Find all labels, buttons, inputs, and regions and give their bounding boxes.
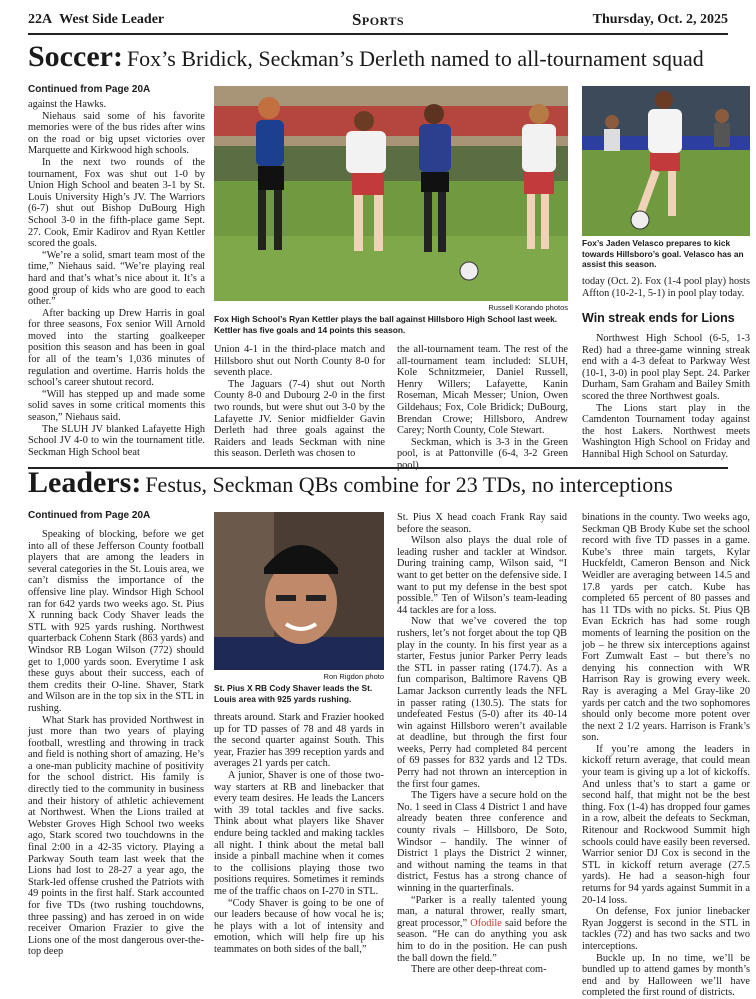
section-title: Sports bbox=[351, 10, 405, 29]
continued-line: Continued from Page 20A bbox=[28, 510, 151, 521]
headline-text: Fox’s Bridick, Seckman’s Derleth named to all-tournament squad bbox=[126, 46, 704, 71]
leaders-headline bbox=[28, 466, 748, 500]
soccer-col-2: Union 4-1 in the third-place match and Hillsboro shut out North County 8-0 for seventh place. The Jaguars (7-4) shut out North County 8-0 and Dubourg 2-0 in the first two rounds, but were shut out 3-0 by the Lafayette JV. Senior midfielder Gavin Derleth had three goals against the Raiders and leads Seckman with nine this season. Derleth was chosen to bbox=[214, 344, 385, 460]
soccer-headline bbox=[28, 40, 748, 74]
headline-text: Festus, Seckman QBs combine for 23 TDs, no interceptions bbox=[145, 472, 673, 497]
velasco-caption: Fox’s Jaden Velasco prepares to kick towards Hillsboro’s goal. Velasco has an assist this season. bbox=[582, 238, 744, 269]
issue-date: Thursday, Oct. 2, 2025 bbox=[592, 12, 728, 27]
shaver-photo bbox=[214, 512, 384, 670]
soccer-col-1: against the Hawks. Niehaus said some of his favorite memories were of the bus rides after wins on the road or big upset victories over Marquette and Kirkwood high schools. In the next two rounds of the tournament, Fox was shut out 1-0 by Union High School and beaten 3-1 by St. Louis University High’s JV. The Warriors (6-7) shut out Bishop DuBourg High School 3-0 in the fifth-place game Sept. 27. Cook, Emir Kadirov and Ryan Kettler scored the goals. “We’re a solid, smart team most of the time,” Niehaus said. “We’re playing real hard and that’s what’s nice about it. It’s a good group of kids who are good to each other.” After backing up Drew Harris in goal for three seasons, Fox senior Will Arnold moved into the starting goalkeeper position this season and has been in goal for all of the team’s 1,036 minutes of regulation and overtime. Harris holds the school’s career shutout record. “Will has stepped up and made some solid saves in some critical moments this season,” Niehaus said. The SLUH JV blanked Lafayette High School JV 4-0 to win the tournament title. Seckman High School beat bbox=[28, 99, 205, 458]
win-streak-subhead: Win streak ends for Lions bbox=[582, 311, 735, 325]
leaders-col-4: binations in the county. Two weeks ago, Seckman QB Brody Kube set the school record with five TD passes in a game. Kube’s three main targets, Kylar Huckfeldt, Cameron Benson and Nick Weidler are averaging between 14.5 and 17.8 yards per catch. Kube has completed 65 percent of 80 passes and has 11 TDs with no picks. St. Pius QB Evan Eckrich has had some rough moments of learning the position on the job – he threw six interceptions against Fort Zumwalt East – but there’s no denying his connection with WR Harrison Ray is growing every week. Ray is averaging a Mel Gray-like 20 yards per catch and the two sophomores should only become more potent over the next 2 1/2 years. Harrison is Frank’s son. If you’re among the leaders in kickoff return average, that could mean your team is giving up a lot of kickoffs. And unless that’s to start a game or second half, that might not be the best thing. Fox (1-4) has dropped four games in a row, albeit the defeats to Seckman, Ritenour and Rockwood Summit high schools could have easily been reversed. Warrior senior DJ Cox is second in the STL in kickoff return average (27.5 yards). He had a season-high four returns for 94 yards against Summit in a 20-14 loss. On defense, Fox junior linebacker Ryan Joggerst is second in the STL in tackles (72) and has two sacks and two interceptions. Buckle up. In no time, we’ll be bundled up to attend games by month’s end and by Halloween we’ll have completed the first round of districts. bbox=[582, 512, 750, 999]
masthead bbox=[28, 10, 728, 32]
photo-credit: Ron Rigdon photo bbox=[323, 672, 384, 681]
quote-paragraph: “Parker is a really talented young man, a natural thrower, really smart, great processor,” Ofodile said before the season. “He can do anything you ask him to do in the position. He can push the ball down the field.” bbox=[397, 894, 568, 964]
soccer-action-photo bbox=[214, 86, 568, 301]
photo-caption: Fox High School’s Ryan Kettler plays the ball against Hillsboro High School last week. Kettler has five goals and 14 points this season. bbox=[214, 314, 558, 335]
leaders-col-1: Speaking of blocking, before we get into all of these Jefferson County football players that are among the leaders in several categories in the St. Louis area, we can’t dismiss the importance of the offensive line play. Windsor High School ran for 642 yards two weeks ago. St. Pius X running back Cody Shaver leads the STL with 925 yards rushing. Northwest quarterback Cohenn Stark (863 yards) and Windsor RB Logan Wilson (772) should get to 1,000 yards soon. Everytime I ask these guys about their success, each of them credits their O-line. Shaver, Stark and Wilson are in the top six in the STL in rushing. What Stark has provided Northwest in just more than two years of playing football, wrestling and throwing in track and field is nothing short of amazing. He’s a one-man publicity machine of positivity for the school district. His family is directly tied to the community in business and their history of athletic achievement at Northwest. When the Lions trailed at Webster Groves High School two weeks ago, Stark scored two touchdowns in the final 2:00 in a 42-35 victory. Playing a Parkway South team last week that the Lions had lost to 28-27 a year ago, the Stark-led offense crushed the Patriots with 49 points in the first half. Stark accounted for five TDs (two rushing touchdowns, three passing) and has zeroed in on wide receiver Omarion Frazier to give the Lions one of the most dangerous over-the-top deep bbox=[28, 529, 204, 958]
leaders-col-2: threats around. Stark and Frazier hooked up for TD passes of 78 and 48 yards in the second quarter against South. This year, Frazier has 399 reception yards and averages 21 yards per catch. A junior, Shaver is one of those two-way starters at RB and linebacker that every team desires. He leads the Lancers with 39 total tackles and five sacks. Think about what players like Shaver endure being tackled and making tackles all night. I think about the metal ball inside a pinball machine when it comes to the collisions playing those two positions requires. Sometimes it reminds me of the traffic chaos on I-270 in STL. “Cody Shaver is going to be one of our leaders because of how vocal he is; he plays with a lot of intensity and emotion, which will help fire up his teammates on both sides of the ball,” bbox=[214, 712, 384, 955]
continued-line: Continued from Page 20A bbox=[28, 84, 151, 95]
photo-credit: Russell Korando photos bbox=[488, 303, 568, 312]
page-folio: 22A West Side Leader bbox=[28, 12, 165, 27]
leaders-col-3: St. Pius X head coach Frank Ray said before the season. Wilson also plays the dual role of leading rusher and tackler at Windsor. During training camp, Wilson said, “I want to get better on the defensive side. I want to put my defense in the best spot possible.” Ten of Wilson’s team-leading 44 tackles are for a loss. Now that we’ve covered the top rushers, let’s not forget about the top QB play in the county. In his first year as a starter, Festus junior Parker Perry leads the STL in passer rating (174.7). As a fun comparison, Baltimore Ravens QB Lamar Jackson currently leads the NFL in passer rating (130.5). The stats for undefeated Festus (5-0) after its 40-14 win against Hillsboro weren’t available at deadline, but through the first four weeks, Perry had completed 84 percent of 69 passes for 832 yards and 12 TDs. Perry had not thrown an interception in the first four games. The Tigers have a secure hold on the No. 1 seed in Class 4 District 1 and have already beaten three conference and county rivals – Hillsboro, De Soto, Windsor – handily. The winner of District 1 plays the District 2 winner, and without naming the teams in that district, Festus has a strong chance of winning in the quarterfinals. “Parker is a really talented young man, a natural thrower, really smart, great processor,” Ofodile said before the season. “He can do anything you ask him to do in the position. He can push the ball down the field.” There are other deep-threat com- bbox=[397, 512, 568, 976]
photo-caption: St. Pius X RB Cody Shaver leads the St. Louis area with 925 yards rushing. bbox=[214, 683, 373, 704]
soccer-col-3: the all-tournament team. The rest of the all-tournament team included: SLUH, Kole Schnitzmeier, Daniel Russell, Henry Willers; Lafayette, Kanin Roseman, Micah Messer; Union, Owen Gildehaus; Fox, Cole Bridick; DuBourg, Brendan Crowe; Hillsboro, Andrew Carey; North County, Cole Stewart. Seckman, which is 3-3 in the Green pool, is at Pattonville (6-4, 3-2 Green pool) bbox=[397, 344, 568, 471]
masthead-rule bbox=[28, 33, 728, 35]
soccer-col-4: today (Oct. 2). Fox (1-4 pool play) hosts Affton (10-2-1, 5-1) in pool play today. bbox=[582, 276, 750, 299]
headline-kicker: Leaders: bbox=[28, 466, 142, 499]
headline-kicker: Soccer: bbox=[28, 40, 123, 73]
velasco-photo bbox=[582, 86, 750, 236]
soccer-col-4b: Northwest High School (6-5, 1-3 Red) had a three-game winning streak end with a 4-3 defeat to Parkway West (10-1, 3-0) in pool play Sept. 24. Parker Durham, Sam Graham and Bailey Smith scored the three Northwest goals. The Lions start play in the Camdenton Tournament today against the host Lakers. Northwest meets Washington High School on Friday and Hannibal High School on Saturday. bbox=[582, 333, 750, 460]
